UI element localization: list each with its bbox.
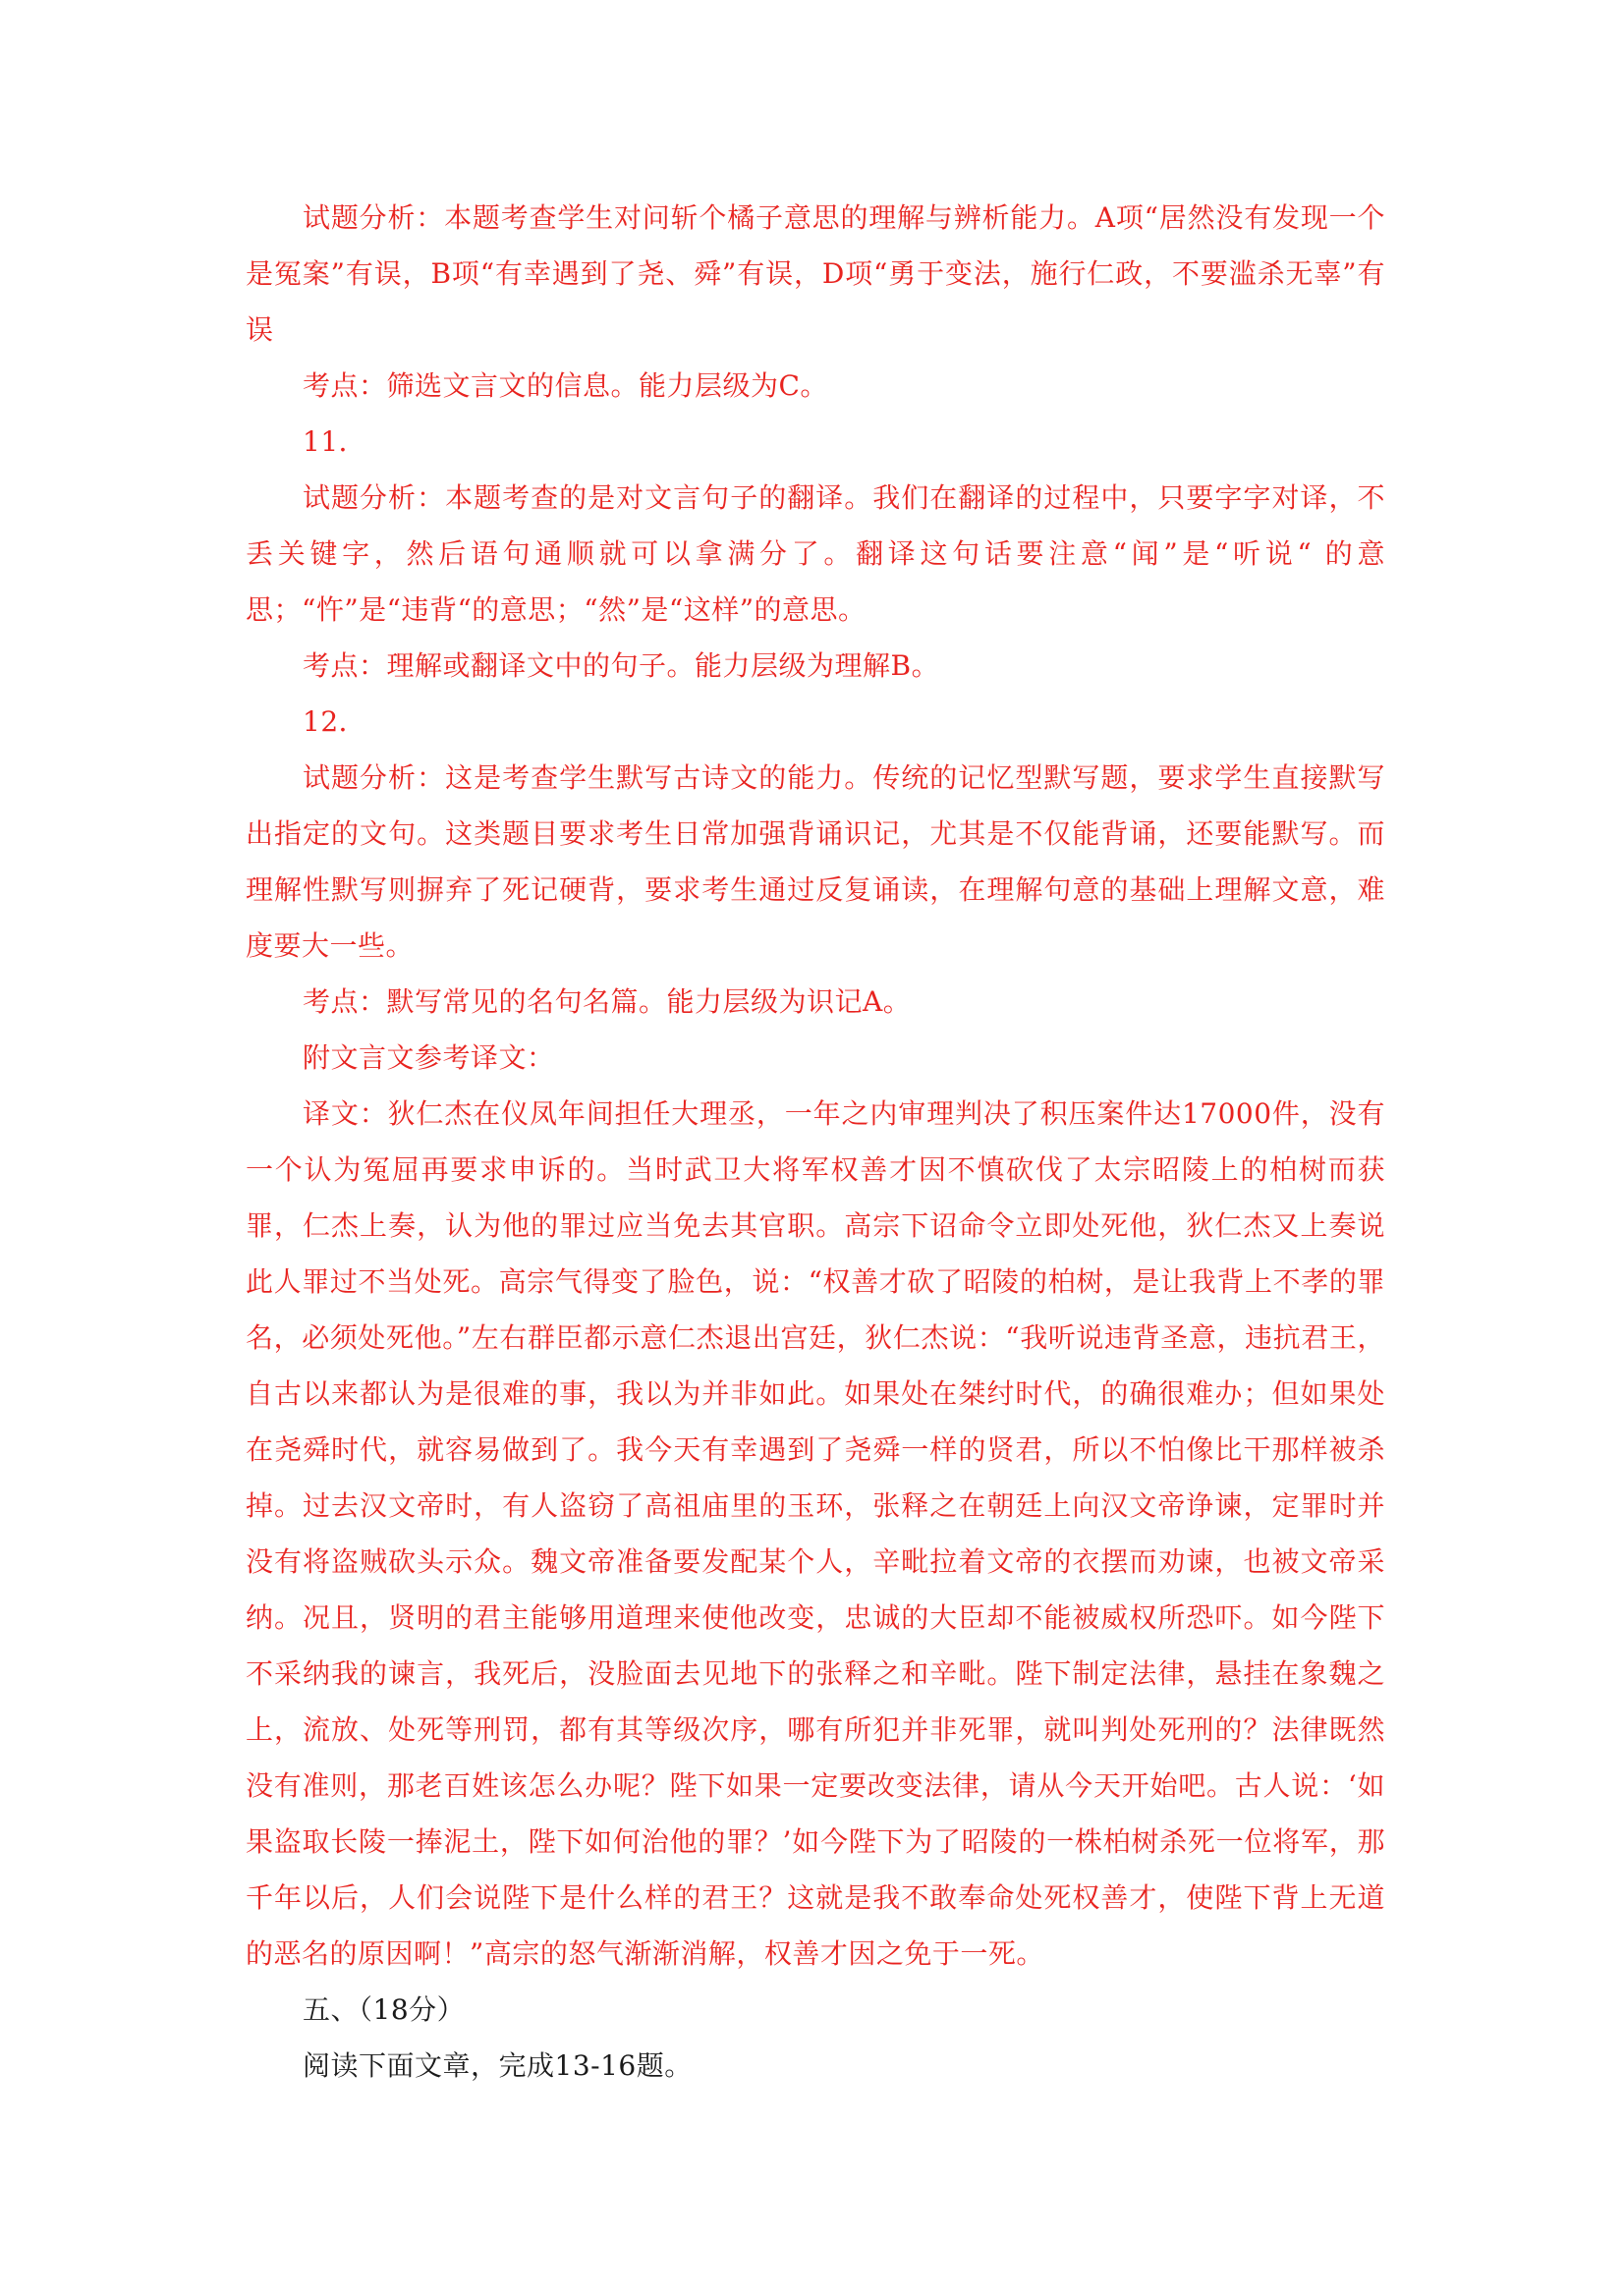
reading-instruction: 阅读下面文章，完成13-16题。 xyxy=(303,2049,693,2082)
section-five-heading: 五、（18分） xyxy=(303,1993,466,2026)
analysis-paragraph-10: 试题分析：本题考查学生对问斩个橘子意思的理解与辨析能力。A项“居然没有发现一个是冤案”有误，B项“有幸遇到了尧、舜”有误，D项“勇于变法，施行仁政，不要滥杀无辜”有误 xyxy=(246,201,1385,346)
translation-text: 译文：狄仁杰在仪凤年间担任大理丞，一年之内审理判决了积压案件达17000件，没有一个认为冤屈再要求申诉的。当时武卫大将军权善才因不慎砍伐了太宗昭陵上的柏树而获罪，仁杰上奏，认为他的罪过应当免去其官职。高宗下诏命令立即处死他，狄仁杰又上奏说此人罪过不当处死。高宗气得变了脸色，说：“权善才砍了昭陵的柏树，是让我背上不孝的罪名，必须处死他。”左右群臣都示意仁杰退出宫廷，狄仁杰说：“我听说违背圣意，违抗君王，自古以来都认为是很难的事，我以为并非如此。如果处在桀纣时代，的确很难办；但如果处在尧舜时代，就容易做到了。我今天有幸遇到了尧舜一样的贤君，所以不怕像比干那样被杀掉。过去汉文帝时，有人盗窃了高祖庙里的玉环，张释之在朝廷上向汉文帝诤谏，定罪时并没有将盗贼砍头示众。魏文帝准备要发配某个人，辛毗拉着文帝的衣摆而劝谏，也被文帝采纳。况且，贤明的君主能够用道理来使他改变，忠诚的大臣却不能被威权所恐吓。如今陛下不采纳我的谏言，我死后，没脸面去见地下的张释之和辛毗。陛下制定法律，悬挂在象魏之上，流放、处死等刑罚，都有其等级次序，哪有所犯并非死罪，就叫判处死刑的？法律既然没有准则，那老百姓该怎么办呢？陛下如果一定要改变法律，请从今天开始吧。古人说：‘如果盗取长陵一捧泥土，陛下如何治他的罪？’如今陛下为了昭陵的一株柏树杀死一位将军，那千年以后，人们会说陛下是什么样的君王？这就是我不敢奉命处死权善才，使陛下背上无道的恶名的原因啊！”高宗的怒气渐渐消解，权善才因之免于一死。 xyxy=(246,1097,1385,1970)
document-page xyxy=(246,190,1385,2094)
analysis-paragraph-11: 试题分析：本题考查的是对文言句子的翻译。我们在翻译的过程中，只要字字对译，不丢关键字，然后语句通顺就可以拿满分了。翻译这句话要注意“闻”是“听说“ 的意思；“忤”是“违背“的意思；“然”是“这样”的意思。 xyxy=(246,481,1385,626)
exam-point-10: 考点：筛选文言文的信息。能力层级为C。 xyxy=(303,369,828,402)
exam-point-11: 考点：理解或翻译文中的句子。能力层级为理解B。 xyxy=(303,649,940,682)
question-number-12: 12． xyxy=(303,705,367,738)
exam-point-12: 考点：默写常见的名句名篇。能力层级为识记A。 xyxy=(303,985,912,1018)
analysis-paragraph-12: 试题分析：这是考查学生默写古诗文的能力。传统的记忆型默写题，要求学生直接默写出指定的文句。这类题目要求考生日常加强背诵识记，尤其是不仅能背诵，还要能默写。而理解性默写则摒弃了死记硬背，要求考生通过反复诵读，在理解句意的基础上理解文意，难度要大一些。 xyxy=(246,761,1385,962)
translation-heading: 附文言文参考译文： xyxy=(303,1041,555,1074)
question-number-11: 11． xyxy=(303,425,367,458)
